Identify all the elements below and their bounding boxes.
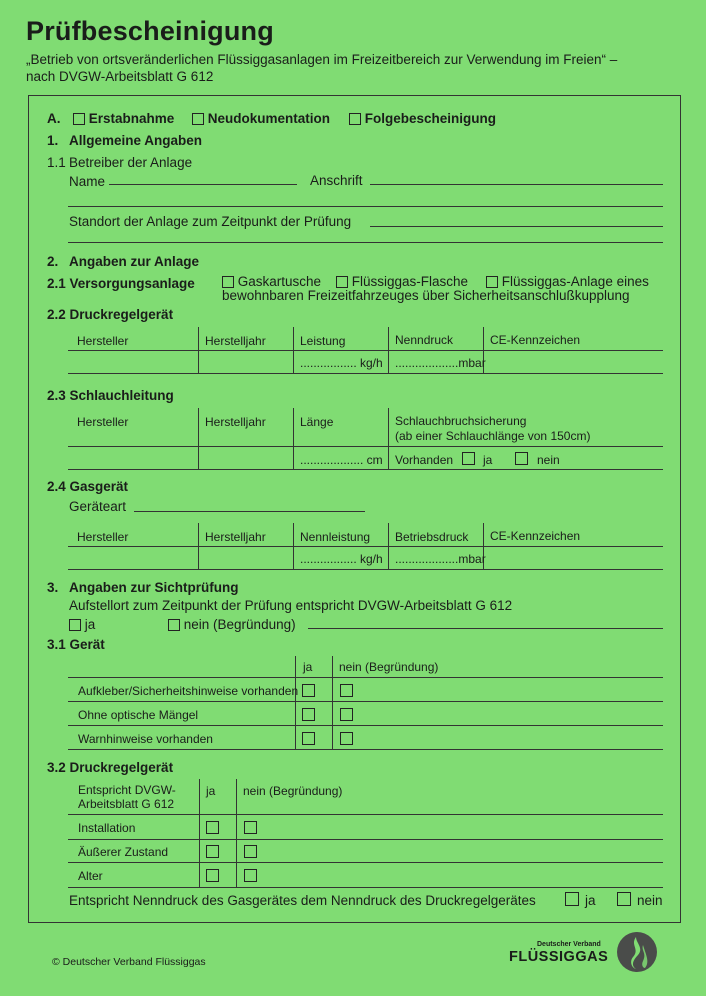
t23-rule [68, 469, 663, 470]
section-3-1-title: 3.1 Gerät [47, 637, 105, 652]
anschrift-label: Anschrift [310, 173, 363, 188]
checkbox-folgebescheinigung[interactable] [349, 113, 361, 125]
t31-ja-checkbox[interactable] [302, 732, 315, 745]
t32-ja-checkbox[interactable] [206, 821, 219, 834]
t23-divider [293, 408, 294, 470]
option-gaskartusche[interactable]: Gaskartusche [222, 274, 321, 289]
section-2-4-title: 2.4 Gasgerät [47, 479, 129, 494]
logo-big-text: FLÜSSIGGAS [509, 949, 609, 965]
section-1-title: Allgemeine Angaben [69, 133, 203, 148]
flame-logo-icon [616, 931, 658, 973]
t22-header-ce: CE-Kennzeichen [490, 333, 581, 347]
t22-header-herstelljahr: Herstelljahr [205, 334, 266, 348]
t22-header-nenndruck: Nenndruck [395, 333, 454, 347]
t24-header-ce: CE-Kennzeichen [490, 529, 581, 543]
t22-rule [68, 350, 663, 351]
standort-field-line2[interactable] [68, 242, 663, 243]
t31-rule [68, 677, 663, 678]
section-a-label: A. [47, 111, 61, 126]
aufstellort-nein-checkbox[interactable] [168, 619, 180, 631]
option-fluessiggas-anlage-cont: bewohnbaren Freizeitfahrzeuges über Sicherheitsanschlußkupplung [222, 288, 630, 303]
t31-divider [332, 656, 333, 750]
t24-header-herstelljahr: Herstelljahr [205, 530, 266, 544]
t31-row-label: Ohne optische Mängel [78, 708, 199, 722]
t24-header-betriebsdruck: Betriebsdruck [395, 530, 469, 544]
aufstellort-ja-option[interactable]: ja [69, 617, 95, 632]
t22-header-leistung: Leistung [300, 334, 346, 348]
t32-header-ja: ja [206, 784, 216, 798]
anschrift-field[interactable] [370, 184, 663, 185]
section-2-num: 2. [47, 254, 59, 269]
option-fluessiggas-flasche[interactable]: Flüssiggas-Flasche [336, 274, 468, 289]
section-3-num: 3. [47, 580, 59, 595]
t24-rule [68, 569, 663, 570]
checkbox-gaskartusche[interactable] [222, 276, 234, 288]
t31-header-ja: ja [303, 660, 313, 674]
t24-header-hersteller: Hersteller [77, 530, 129, 544]
page-title: Prüfbescheinigung [26, 16, 274, 46]
section-1-1-title: Betreiber der Anlage [69, 155, 193, 170]
t23-header-herstelljahr: Herstelljahr [205, 415, 266, 429]
t31-header-nein: nein (Begründung) [339, 660, 439, 674]
t23-laenge-field[interactable]: ................... cm [300, 453, 383, 467]
t32-nein-checkbox[interactable] [244, 869, 257, 882]
section-3-title: Angaben zur Sichtprüfung [69, 580, 239, 595]
aufstellort-nein-option[interactable]: nein (Begründung) [168, 617, 296, 632]
nenndruck-ja-checkbox[interactable] [565, 892, 579, 906]
t24-nennleistung-field[interactable]: ................. kg/h [300, 552, 383, 566]
t23-nein-checkbox[interactable] [515, 452, 528, 465]
t31-ja-checkbox[interactable] [302, 708, 315, 721]
t32-nein-checkbox[interactable] [244, 845, 257, 858]
section-1-num: 1. [47, 133, 59, 148]
standort-field[interactable] [370, 226, 663, 227]
t32-divider [236, 779, 237, 888]
t23-ja-checkbox[interactable] [462, 452, 475, 465]
option-erstabnahme[interactable]: Erstabnahme [73, 111, 174, 126]
t31-ja-checkbox[interactable] [302, 684, 315, 697]
t23-header-schlauchbruch: Schlauchbruchsicherung [395, 414, 527, 428]
t24-header-nennleistung: Nennleistung [300, 530, 371, 544]
geraeteart-label: Geräteart [69, 499, 127, 514]
t23-header-schlauchbruch-note: (ab einer Schlauchlänge von 150cm) [395, 429, 591, 443]
t22-rule [68, 373, 663, 374]
t32-rule [68, 839, 663, 840]
t31-row-label: Warnhinweise vorhanden [78, 732, 213, 746]
t32-row-label: Alter [78, 869, 103, 883]
section-2-title: Angaben zur Anlage [69, 254, 200, 269]
t32-nein-checkbox[interactable] [244, 821, 257, 834]
copyright: © Deutscher Verband Flüssiggas [52, 956, 206, 968]
t31-row-label: Aufkleber/Sicherheitshinweise vorhanden [78, 684, 299, 698]
aufstellort-begruendung-field[interactable] [308, 628, 663, 629]
nenndruck-ja-label: ja [585, 893, 596, 908]
t32-header-nein: nein (Begründung) [243, 784, 343, 798]
t22-header-hersteller: Hersteller [77, 334, 129, 348]
section-3-2-title: 3.2 Druckregelgerät [47, 760, 174, 775]
logo-small-text: Deutscher Verband [537, 941, 601, 948]
t32-rule [68, 862, 663, 863]
subtitle-line2: nach DVGW-Arbeitsblatt G 612 [26, 69, 214, 84]
option-folgebescheinigung[interactable]: Folgebescheinigung [349, 111, 496, 126]
t31-nein-checkbox[interactable] [340, 684, 353, 697]
name-field[interactable] [109, 184, 297, 185]
t32-rule [68, 887, 663, 888]
section-2-2-title: 2.2 Druckregelgerät [47, 307, 174, 322]
t31-rule [68, 725, 663, 726]
nenndruck-question: Entspricht Nenndruck des Gasgerätes dem Nenndruck des Druckregelgerätes [69, 893, 536, 908]
option-fluessiggas-anlage[interactable]: Flüssiggas-Anlage eines [486, 274, 649, 289]
t32-header-arbeitsblatt: Arbeitsblatt G 612 [78, 797, 175, 811]
t23-vorhanden-label: Vorhanden [395, 453, 454, 467]
t24-rule [68, 546, 663, 547]
nenndruck-nein-checkbox[interactable] [617, 892, 631, 906]
t23-header-laenge: Länge [300, 415, 334, 429]
t22-leistung-field[interactable]: ................. kg/h [300, 356, 383, 370]
t22-nenndruck-field[interactable]: ...................mbar [395, 356, 486, 370]
t32-header-entspricht: Entspricht DVGW- [78, 783, 176, 797]
t23-divider [198, 408, 199, 470]
geraeteart-field[interactable] [134, 511, 365, 512]
t31-nein-checkbox[interactable] [340, 708, 353, 721]
t24-betriebsdruck-field[interactable]: ...................mbar [395, 552, 486, 566]
checkbox-neudokumentation[interactable] [192, 113, 204, 125]
name-label: Name [69, 174, 106, 189]
aufstellort-text: Aufstellort zum Zeitpunkt der Prüfung entspricht DVGW-Arbeitsblatt G 612 [69, 598, 513, 613]
t31-divider [295, 656, 296, 750]
checkbox-fluessiggas-anlage[interactable] [486, 276, 498, 288]
nenndruck-nein-label: nein [637, 893, 663, 908]
t31-rule [68, 749, 663, 750]
section-2-1-title: 2.1 Versorgungsanlage [47, 276, 195, 291]
t32-ja-checkbox[interactable] [206, 845, 219, 858]
t23-header-hersteller: Hersteller [77, 415, 129, 429]
checkbox-erstabnahme[interactable] [73, 113, 85, 125]
address-field-line2[interactable] [68, 206, 663, 207]
t32-ja-checkbox[interactable] [206, 869, 219, 882]
standort-label: Standort der Anlage zum Zeitpunkt der Prüfung [69, 214, 352, 229]
section-1-1-num: 1.1 [47, 155, 66, 170]
t32-row-label: Installation [78, 821, 136, 835]
option-neudokumentation[interactable]: Neudokumentation [192, 111, 330, 126]
aufstellort-ja-checkbox[interactable] [69, 619, 81, 631]
t23-rule [68, 446, 663, 447]
section-2-3-title: 2.3 Schlauchleitung [47, 388, 174, 403]
t31-rule [68, 701, 663, 702]
t23-ja-label: ja [483, 453, 493, 467]
t23-nein-label: nein [537, 453, 560, 467]
checkbox-fluessiggas-flasche[interactable] [336, 276, 348, 288]
t23-divider [388, 408, 389, 470]
t32-rule [68, 814, 663, 815]
t32-divider [199, 779, 200, 888]
t32-row-label: Äußerer Zustand [78, 845, 169, 859]
t31-nein-checkbox[interactable] [340, 732, 353, 745]
subtitle-line1: „Betrieb von ortsveränderlichen Flüssiggasanlagen im Freizeitbereich zur Verwendung im Freien“ – [26, 52, 618, 67]
